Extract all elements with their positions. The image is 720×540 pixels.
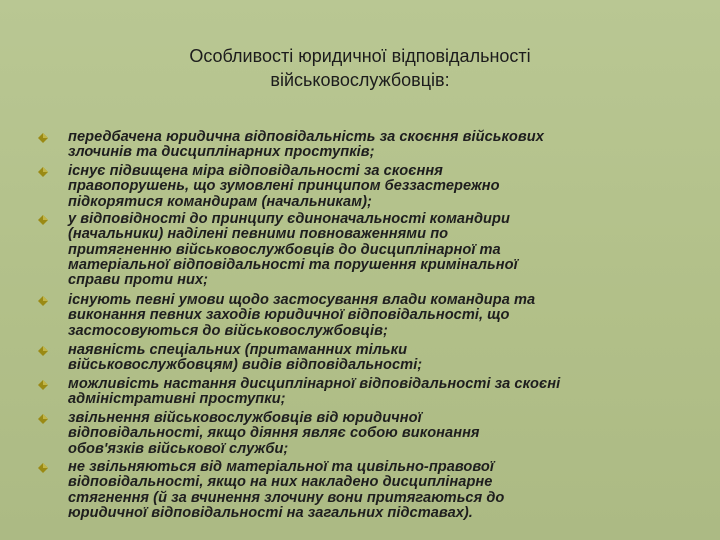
bullet-text: звільнення військовослужбовців від юридичної відповідальності, якщо діяння являє собою виконання обов'язків військової служби; bbox=[68, 410, 480, 457]
title-line-1: Особливості юридичної відповідальності bbox=[189, 46, 531, 66]
bullet-text: існують певні умови щодо застосування влади командира та виконання певних заходів юридичної відповідальності, що застосовуються до військовослужбовців; bbox=[68, 292, 536, 339]
diamond-bullet-icon bbox=[38, 346, 48, 356]
diamond-bullet-icon bbox=[38, 414, 48, 424]
slide-title bbox=[60, 44, 660, 92]
bullet-text: не звільняються від матеріальної та цивільно-правової відповідальності, якщо на них накладено дисциплінарне стягнення (й за вчинення злочину вони притягаються до юридичної відповідальності на загальних підставах). bbox=[68, 459, 505, 521]
diamond-bullet-icon bbox=[38, 133, 48, 143]
bullet-text: у відповідності до принципу єдиноначальності командири (начальники) наділені певними повноваженнями по притягненню військовослужбовців до дисциплінарної та матеріальної відповідальності та порушення кримінальної справи проти них; bbox=[68, 211, 518, 289]
diamond-bullet-icon bbox=[38, 380, 48, 390]
diamond-bullet-icon bbox=[38, 296, 48, 306]
title-line-2: військовослужбовців: bbox=[270, 70, 450, 90]
bullet-text: існує підвищена міра відповідальності за скоєння правопорушень, що зумовлені принципом беззастережно підкорятися командирам (начальникам); bbox=[68, 163, 500, 210]
bullet-text: передбачена юридична відповідальність за скоєння військових злочинів та дисциплінарних проступків; bbox=[68, 129, 544, 161]
diamond-bullet-icon bbox=[38, 167, 48, 177]
bullet-text: можливість настання дисциплінарної відповідальності за скоєні адміністративні проступки; bbox=[68, 376, 561, 408]
diamond-bullet-icon bbox=[38, 463, 48, 473]
diamond-bullet-icon bbox=[38, 215, 48, 225]
bullet-text: наявність спеціальних (притаманних тільки військовослужбовцям) видів відповідальності; bbox=[68, 342, 423, 374]
